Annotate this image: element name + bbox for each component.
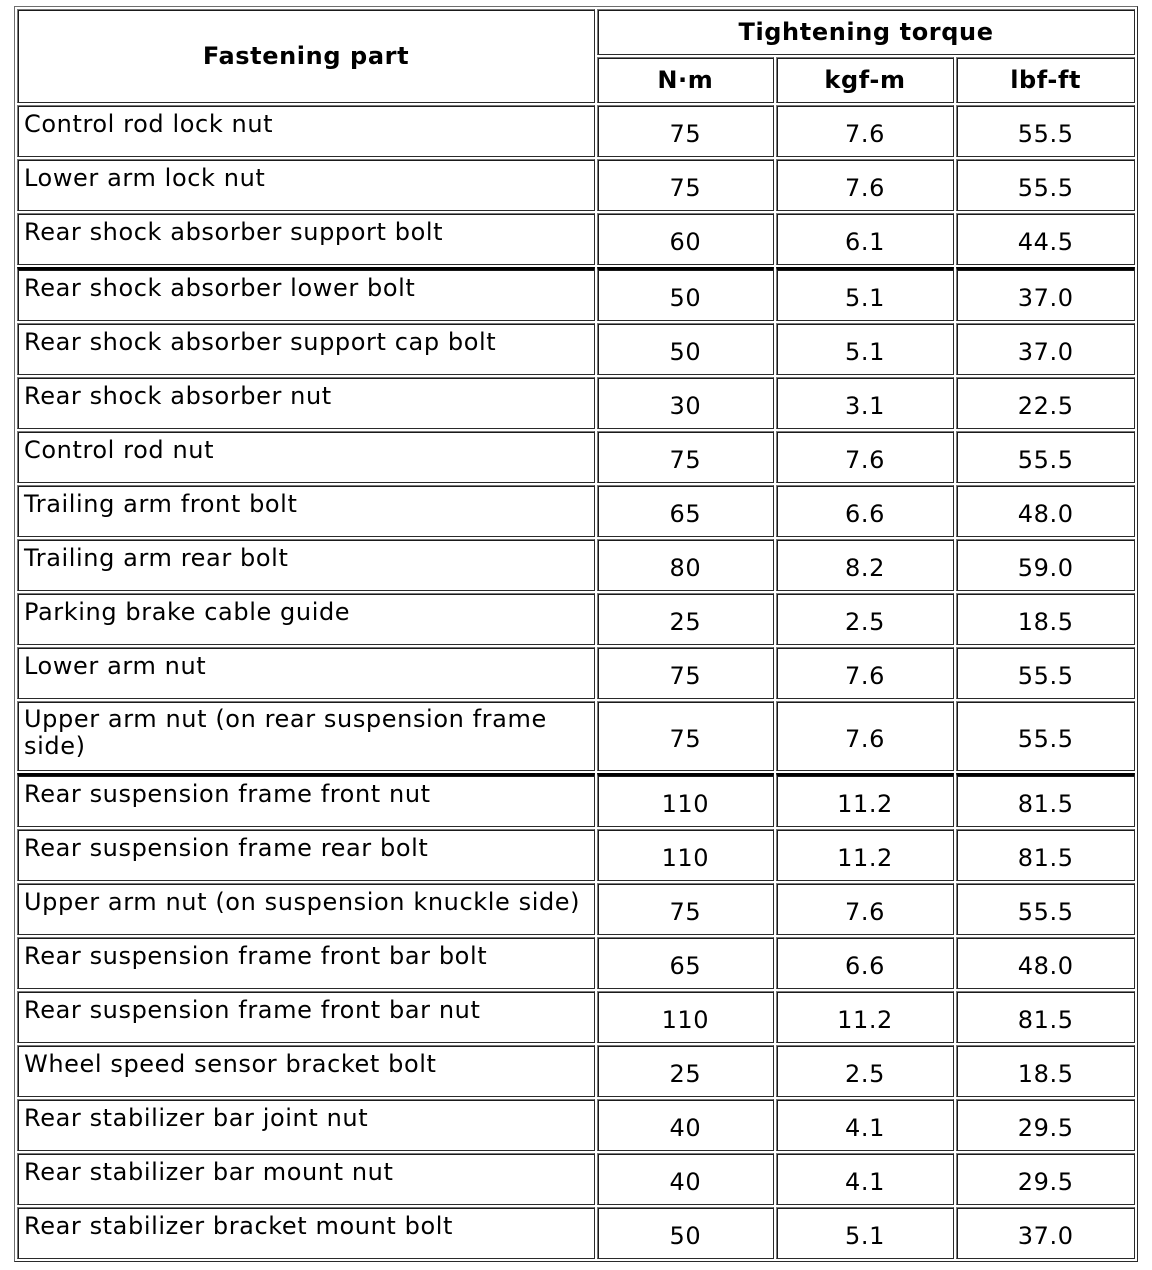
torque-kgfm-cell: 6.6 (776, 937, 955, 989)
torque-kgfm-cell: 11.2 (776, 829, 955, 881)
torque-lbfft-cell: 48.0 (956, 937, 1135, 989)
table-row (17, 1207, 1135, 1259)
torque-kgfm-cell: 5.1 (776, 323, 955, 375)
fastening-part-cell: Rear stabilizer bar joint nut (17, 1099, 595, 1151)
torque-lbfft-cell: 55.5 (956, 647, 1135, 699)
fastening-part-cell: Rear stabilizer bracket mount bolt (17, 1207, 595, 1259)
fastening-part-cell: Rear shock absorber support cap bolt (17, 323, 595, 375)
torque-kgfm-cell: 4.1 (776, 1153, 955, 1205)
header-unit-nm: N·m (597, 57, 774, 103)
torque-lbfft-cell: 81.5 (956, 773, 1135, 827)
fastening-part-cell: Trailing arm front bolt (17, 485, 595, 537)
torque-nm-cell: 40 (597, 1153, 774, 1205)
fastening-part-cell: Lower arm nut (17, 647, 595, 699)
torque-lbfft-cell: 18.5 (956, 593, 1135, 645)
torque-lbfft-cell: 37.0 (956, 323, 1135, 375)
torque-nm-cell: 75 (597, 883, 774, 935)
torque-lbfft-cell: 48.0 (956, 485, 1135, 537)
torque-nm-cell: 25 (597, 593, 774, 645)
header-unit-lbfft: lbf-ft (956, 57, 1135, 103)
table-row (17, 267, 1135, 321)
table-row (17, 1045, 1135, 1097)
table-row (17, 539, 1135, 591)
torque-nm-cell: 50 (597, 1207, 774, 1259)
fastening-part-cell: Rear suspension frame front bar bolt (17, 937, 595, 989)
table-row (17, 883, 1135, 935)
torque-kgfm-cell: 6.6 (776, 485, 955, 537)
torque-kgfm-cell: 4.1 (776, 1099, 955, 1151)
fastening-part-cell: Lower arm lock nut (17, 159, 595, 211)
table-row (17, 829, 1135, 881)
table-row (17, 105, 1135, 157)
table-row (17, 773, 1135, 827)
table-row (17, 485, 1135, 537)
table-row (17, 647, 1135, 699)
torque-kgfm-cell: 3.1 (776, 377, 955, 429)
torque-nm-cell: 75 (597, 159, 774, 211)
table-row (17, 593, 1135, 645)
torque-kgfm-cell: 7.6 (776, 431, 955, 483)
table-row (17, 431, 1135, 483)
torque-lbfft-cell: 55.5 (956, 701, 1135, 771)
torque-kgfm-cell: 5.1 (776, 1207, 955, 1259)
torque-nm-cell: 110 (597, 829, 774, 881)
torque-lbfft-cell: 55.5 (956, 431, 1135, 483)
torque-nm-cell: 110 (597, 773, 774, 827)
torque-lbfft-cell: 29.5 (956, 1153, 1135, 1205)
torque-kgfm-cell: 7.6 (776, 105, 955, 157)
fastening-part-cell: Trailing arm rear bolt (17, 539, 595, 591)
torque-nm-cell: 50 (597, 267, 774, 321)
torque-lbfft-cell: 81.5 (956, 991, 1135, 1043)
torque-kgfm-cell: 11.2 (776, 991, 955, 1043)
torque-nm-cell: 25 (597, 1045, 774, 1097)
torque-lbfft-cell: 29.5 (956, 1099, 1135, 1151)
torque-nm-cell: 30 (597, 377, 774, 429)
torque-lbfft-cell: 55.5 (956, 105, 1135, 157)
torque-lbfft-cell: 55.5 (956, 883, 1135, 935)
table-row (17, 991, 1135, 1043)
torque-lbfft-cell: 44.5 (956, 213, 1135, 265)
torque-lbfft-cell: 59.0 (956, 539, 1135, 591)
fastening-part-cell: Parking brake cable guide (17, 593, 595, 645)
fastening-part-cell: Rear suspension frame rear bolt (17, 829, 595, 881)
torque-kgfm-cell: 2.5 (776, 1045, 955, 1097)
torque-lbfft-cell: 22.5 (956, 377, 1135, 429)
torque-kgfm-cell: 5.1 (776, 267, 955, 321)
fastening-part-cell: Rear shock absorber nut (17, 377, 595, 429)
table-row (17, 1153, 1135, 1205)
torque-nm-cell: 110 (597, 991, 774, 1043)
torque-lbfft-cell: 81.5 (956, 829, 1135, 881)
torque-kgfm-cell: 7.6 (776, 883, 955, 935)
fastening-part-cell: Rear shock absorber lower bolt (17, 267, 595, 321)
torque-kgfm-cell: 7.6 (776, 647, 955, 699)
table-row (17, 323, 1135, 375)
table-row (17, 159, 1135, 211)
torque-nm-cell: 60 (597, 213, 774, 265)
table-row (17, 1099, 1135, 1151)
torque-kgfm-cell: 7.6 (776, 701, 955, 771)
fastening-part-cell: Control rod lock nut (17, 105, 595, 157)
fastening-part-cell: Rear stabilizer bar mount nut (17, 1153, 595, 1205)
fastening-part-cell: Rear suspension frame front bar nut (17, 991, 595, 1043)
header-fastening-part: Fastening part (17, 9, 595, 103)
torque-nm-cell: 50 (597, 323, 774, 375)
torque-lbfft-cell: 37.0 (956, 267, 1135, 321)
torque-nm-cell: 75 (597, 105, 774, 157)
fastening-part-cell: Rear suspension frame front nut (17, 773, 595, 827)
fastening-part-cell: Rear shock absorber support bolt (17, 213, 595, 265)
torque-kgfm-cell: 8.2 (776, 539, 955, 591)
fastening-part-cell: Upper arm nut (on rear suspension frame side) (17, 701, 595, 771)
table-row (17, 213, 1135, 265)
torque-kgfm-cell: 7.6 (776, 159, 955, 211)
torque-nm-cell: 75 (597, 431, 774, 483)
torque-nm-cell: 80 (597, 539, 774, 591)
fastening-part-cell: Upper arm nut (on suspension knuckle side) (17, 883, 595, 935)
table-row (17, 377, 1135, 429)
torque-nm-cell: 75 (597, 647, 774, 699)
table-row (17, 937, 1135, 989)
torque-lbfft-cell: 18.5 (956, 1045, 1135, 1097)
torque-spec-table (14, 6, 1138, 1262)
torque-nm-cell: 65 (597, 937, 774, 989)
fastening-part-cell: Control rod nut (17, 431, 595, 483)
table-header (17, 9, 1135, 103)
table-body (17, 105, 1135, 1259)
torque-lbfft-cell: 37.0 (956, 1207, 1135, 1259)
header-tightening-torque: Tightening torque (597, 9, 1135, 55)
torque-nm-cell: 75 (597, 701, 774, 771)
torque-kgfm-cell: 2.5 (776, 593, 955, 645)
table-row (17, 701, 1135, 771)
torque-lbfft-cell: 55.5 (956, 159, 1135, 211)
torque-kgfm-cell: 11.2 (776, 773, 955, 827)
header-unit-kgfm: kgf-m (776, 57, 955, 103)
torque-kgfm-cell: 6.1 (776, 213, 955, 265)
torque-nm-cell: 65 (597, 485, 774, 537)
fastening-part-cell: Wheel speed sensor bracket bolt (17, 1045, 595, 1097)
torque-nm-cell: 40 (597, 1099, 774, 1151)
